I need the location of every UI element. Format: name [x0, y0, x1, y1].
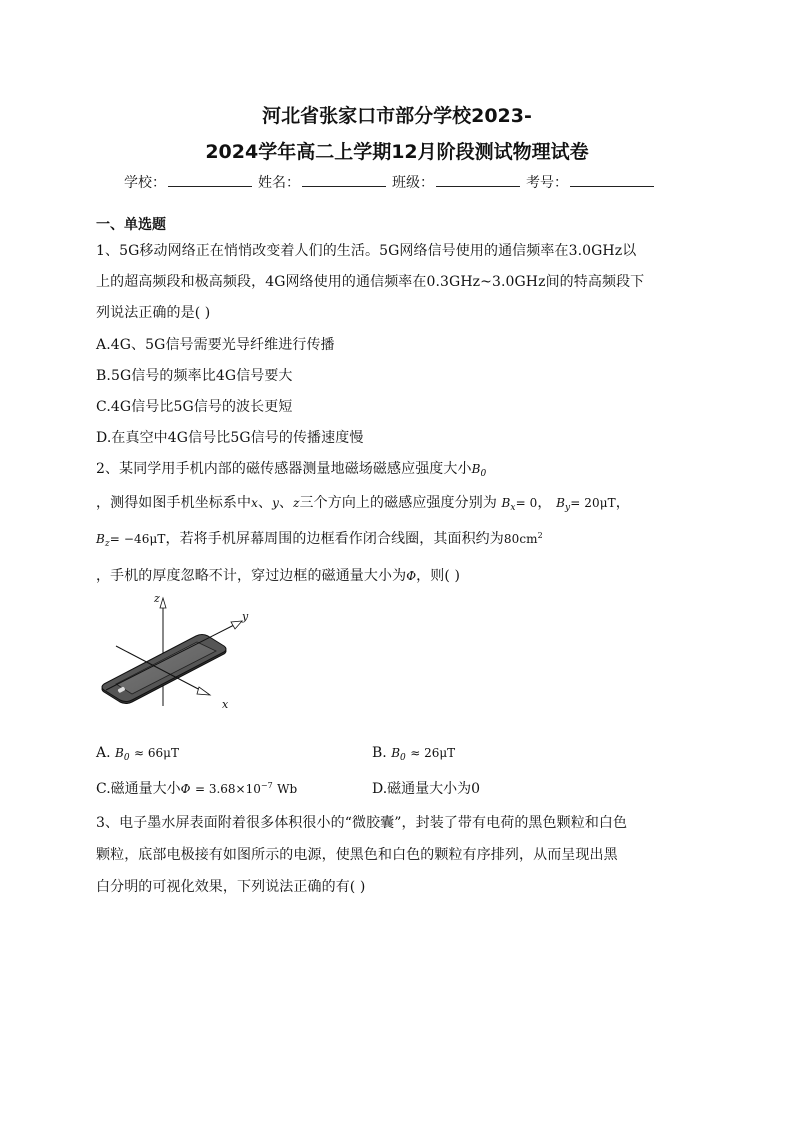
q2-option-d[interactable]: D.磁通量大小为0 — [372, 781, 481, 797]
name-label: 姓名： — [258, 175, 300, 191]
name-blank[interactable] — [302, 174, 386, 187]
q2-stem-line4: ，手机的厚度忽略不计，穿过边框的磁通量大小为Φ，则( ) — [96, 568, 461, 584]
class-label: 班级： — [392, 175, 434, 191]
student-info-row — [124, 172, 660, 192]
exam-title-line1: 河北省张家口市部分学校2023- — [262, 105, 532, 127]
exam-number-blank[interactable] — [570, 174, 654, 187]
q2-stem-line3: $B_z= -46\mu T$，若将手机屏幕周围的边框看作闭合线圈，其面积约为$80cm^2$ — [96, 531, 543, 549]
q3-stem-line2: 颗粒，底部电极接有如图所示的电源，使黑色和白色的颗粒有序排列，从而呈现出黑 — [96, 847, 618, 863]
q2-option-b[interactable]: B. $B_0 \approx 26\mu T$ — [372, 745, 456, 763]
exam-number-label: 考号： — [526, 175, 568, 191]
q1-stem-line1: 1、5G移动网络正在悄悄改变着人们的生活。5G网络信号使用的通信频率在3.0GHz以 — [96, 243, 637, 259]
y-axis-label: y — [242, 610, 249, 623]
q2-option-c[interactable]: C.磁通量大小$\Phi = 3.68\times 10^{-7}$ Wb — [96, 781, 298, 797]
q1-option-a[interactable]: A.4G、5G信号需要光导纤维进行传播 — [96, 337, 335, 353]
q3-stem-line1: 3、电子墨水屏表面附着很多体积很小的“微胶囊”，封装了带有电荷的黑色颗粒和白色 — [96, 815, 628, 831]
class-blank[interactable] — [436, 174, 520, 187]
q1-stem-line3: 列说法正确的是( ) — [96, 305, 211, 321]
q2-option-a[interactable]: A. $B_0 \approx 66\mu T$ — [96, 745, 179, 763]
exam-title-line2: 2024学年高二上学期12月阶段测试物理试卷 — [205, 141, 589, 163]
q1-option-c[interactable]: C.4G信号比5G信号的波长更短 — [96, 399, 293, 415]
x-axis-label: x — [222, 698, 229, 711]
q1-stem-line2: 上的超高频段和极高频段，4G网络使用的通信频率在0.3GHz~3.0GHz间的特高频段下 — [96, 274, 645, 290]
q3-stem-line3: 白分明的可视化效果，下列说法正确的有( ) — [96, 879, 366, 895]
q1-option-b[interactable]: B.5G信号的频率比4G信号要大 — [96, 368, 293, 384]
section-heading: 一、单选题 — [96, 217, 166, 233]
z-axis-label: z — [154, 592, 160, 605]
phone-axes-figure — [96, 588, 276, 718]
q2-stem-line1: 2、某同学用手机内部的磁传感器测量地磁场磁感应强度大小$B_0$ — [96, 461, 487, 479]
q1-option-d[interactable]: D.在真空中4G信号比5G信号的传播速度慢 — [96, 430, 364, 446]
school-blank[interactable] — [168, 174, 252, 187]
q2-stem-line2: ，测得如图手机坐标系中x、y、z三个方向上的磁感应强度分别为 $B_x= 0$， $B_y= 20\mu T$， — [96, 495, 630, 513]
school-label: 学校： — [124, 175, 166, 191]
